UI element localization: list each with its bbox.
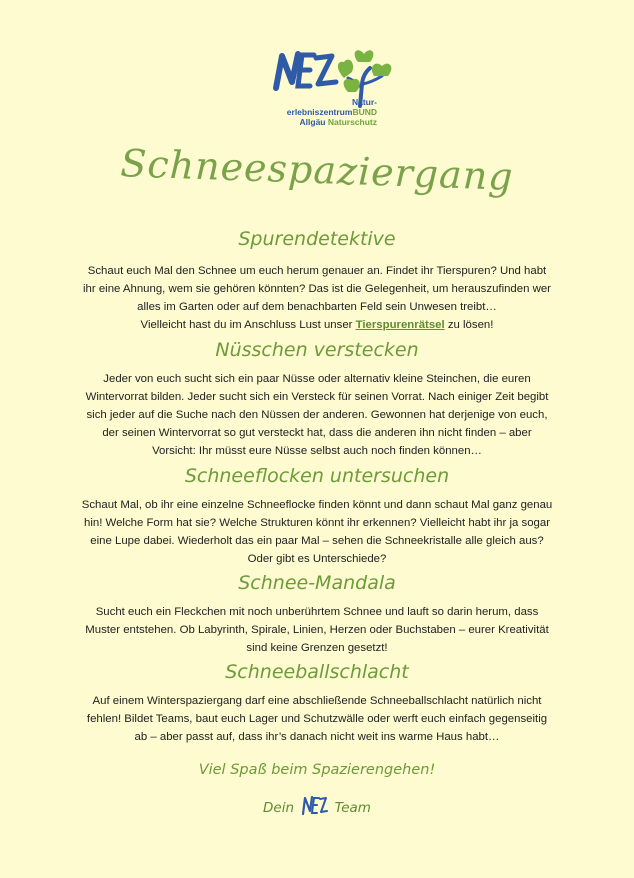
text-line: Wintervorrat bilden. Jeder sucht sich ein Versteck für seinen Vorrat. Nach einiger Zeit begibt [85, 391, 549, 403]
text-line: ihr eine Ahnung, wem sie gehören könnten? Das ist die Gelegenheit, um herauszufinden wer [83, 283, 551, 295]
section-heading-mandala: Schnee-Mandala [238, 572, 396, 594]
signature-before: Dein [263, 800, 295, 816]
text-line: Schaut euch Mal den Schnee um euch herum genauer an. Findet ihr Tierspuren? Und habt [87, 265, 547, 277]
text-line: Vorsicht: Ihr müsst eure Nüsse selbst auch noch finden können… [152, 445, 482, 457]
text-line: Sucht euch ein Fleckchen mit noch unberührtem Schnee und lauft so darin herum, dass [95, 606, 539, 618]
section-text-mandala [60, 603, 574, 657]
signature [0, 794, 634, 822]
section-heading-nuesschen: Nüsschen verstecken [215, 339, 419, 361]
page-title: Schneespaziergang [119, 141, 515, 199]
logo-line-3a: Allgäu [299, 117, 326, 127]
text-line: der seinen Wintervorrat so gut versteckt hat, dass die anderen ihn nicht finden – aber [102, 427, 532, 439]
section-heading-schneeballschlacht: Schneeballschlacht [225, 661, 409, 683]
text-line: eine Lupe dabei. Wiederholt das ein paar Mal – sehen die Schneekristalle alle gleich aus? [90, 535, 544, 547]
section-text-schneeflocken [60, 496, 574, 568]
text-line: Jeder von euch sucht sich ein paar Nüsse oder alternativ kleine Steinchen, die euren [103, 373, 531, 385]
text-line: Muster entstehen. Ob Labyrinth, Spirale, Linien, Herzen oder Buchstaben – eurer Kreativität [85, 624, 549, 636]
text-line-with-link [60, 316, 574, 334]
text-line: sich jeder auf die Suche nach den Nüssen der anderen. Gewonnen hat derjenige von euch, [86, 409, 548, 421]
text-line: hin! Welche Form hat sie? Welche Strukturen könnt ihr erkennen? Vielleicht habt ihr ja sogar [84, 517, 550, 529]
logo-line-1: Natur- [351, 97, 377, 107]
closing-line: Viel Spaß beim Spazierengehen! [198, 762, 436, 778]
text-line: Schaut Mal, ob ihr eine einzelne Schneeflocke finden könnt und dann schaut Mal ganz genau [81, 499, 553, 511]
logo-line-3b: Naturschutz [327, 117, 377, 127]
logo-text [232, 97, 377, 127]
text-line: alles im Garten oder auf dem benachbarten Feld sein Unwesen treibt… [137, 301, 497, 313]
text-line: fehlen! Bildet Teams, baut euch Lager und Schutzwälle oder werft euch einfach gegenseitig [86, 713, 548, 725]
signature-after: Team [334, 800, 371, 816]
section-heading-spurendetektive: Spurendetektive [238, 228, 396, 250]
nez-logo [232, 48, 397, 138]
logo-line-2a: erlebniszentrum [286, 107, 353, 117]
text-line: Oder gibt es Unterschiede? [247, 553, 387, 565]
text-line: ab – aber passt auf, dass ihr’s danach nicht weit ins warme Haus habt… [134, 731, 500, 743]
section-heading-schneeflocken: Schneeflocken untersuchen [184, 465, 450, 487]
section-text-schneeballschlacht [60, 692, 574, 746]
link-suffix: zu lösen! [444, 319, 494, 331]
tierspurenraetsel-link[interactable]: Tierspurenrätsel [355, 319, 445, 331]
section-text-nuesschen [60, 370, 574, 460]
text-line: sind keine Grenzen gesetzt! [246, 642, 388, 654]
nez-mini-logo-icon [300, 794, 328, 822]
link-prefix: Vielleicht hast du im Anschluss Lust unser [140, 319, 356, 331]
logo-line-2b: BUND [352, 107, 377, 117]
text-line: Auf einem Winterspaziergang darf eine abschließende Schneeballschlacht natürlich nicht [92, 695, 542, 707]
section-text-spurendetektive [60, 262, 574, 334]
